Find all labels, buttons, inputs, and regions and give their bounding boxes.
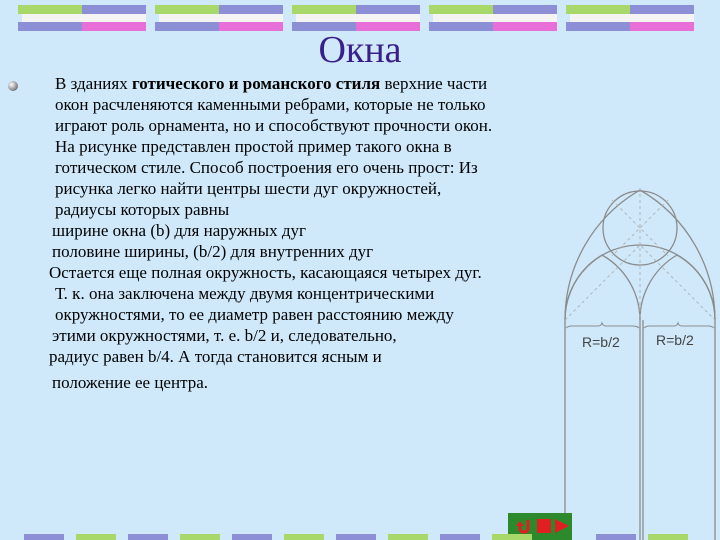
text-line: В зданиях готического и романского стиля верхние части [55, 74, 488, 93]
gothic-window-diagram [540, 182, 720, 540]
blank-icon [534, 516, 554, 536]
text-line: рисунка легко найти центры шести дуг окружностей, [55, 179, 442, 198]
text-line: Остается еще полная окружность, касающаяся четырех дуг. [49, 263, 482, 282]
text-line: На рисунке представлен простой пример такого окна в [55, 137, 452, 156]
inner-arch-right [640, 255, 715, 320]
text-line: радиусы которых равны [55, 200, 230, 219]
radius-label-right: R=b/2 [656, 332, 694, 348]
bottom-decorative-stripes [24, 534, 704, 540]
text-line: положение ее центра. [52, 373, 209, 392]
text-line: окружностями, то ее диаметр равен расстоянию между [55, 305, 454, 324]
next-arrow-icon[interactable] [552, 516, 572, 536]
text-line: готическом стиле. Способ построения его очень прост: Из [55, 158, 478, 177]
text-line: Т. к. она заключена между двумя концентрическими [55, 284, 435, 303]
text-line: ширине окна (b) для наружных дуг [52, 221, 306, 240]
text-line: этими окружностями, т. е. b/2 и, следовательно, [52, 326, 397, 345]
text-line: половине ширины, (b/2) для внутренних дуг [52, 242, 374, 261]
text-line: окон расчленяются каменными ребрами, которые не только [55, 95, 486, 114]
return-icon[interactable] [514, 516, 534, 536]
slide-title: Окна [318, 29, 402, 71]
radius-label-left: R=b/2 [582, 334, 620, 350]
inner-arch-left [565, 255, 640, 320]
text-line: играют роль орнамента, но и способствуют прочности окон. [55, 116, 493, 135]
text-line: радиус равен b/4. А тогда становится ясным и [49, 347, 382, 366]
